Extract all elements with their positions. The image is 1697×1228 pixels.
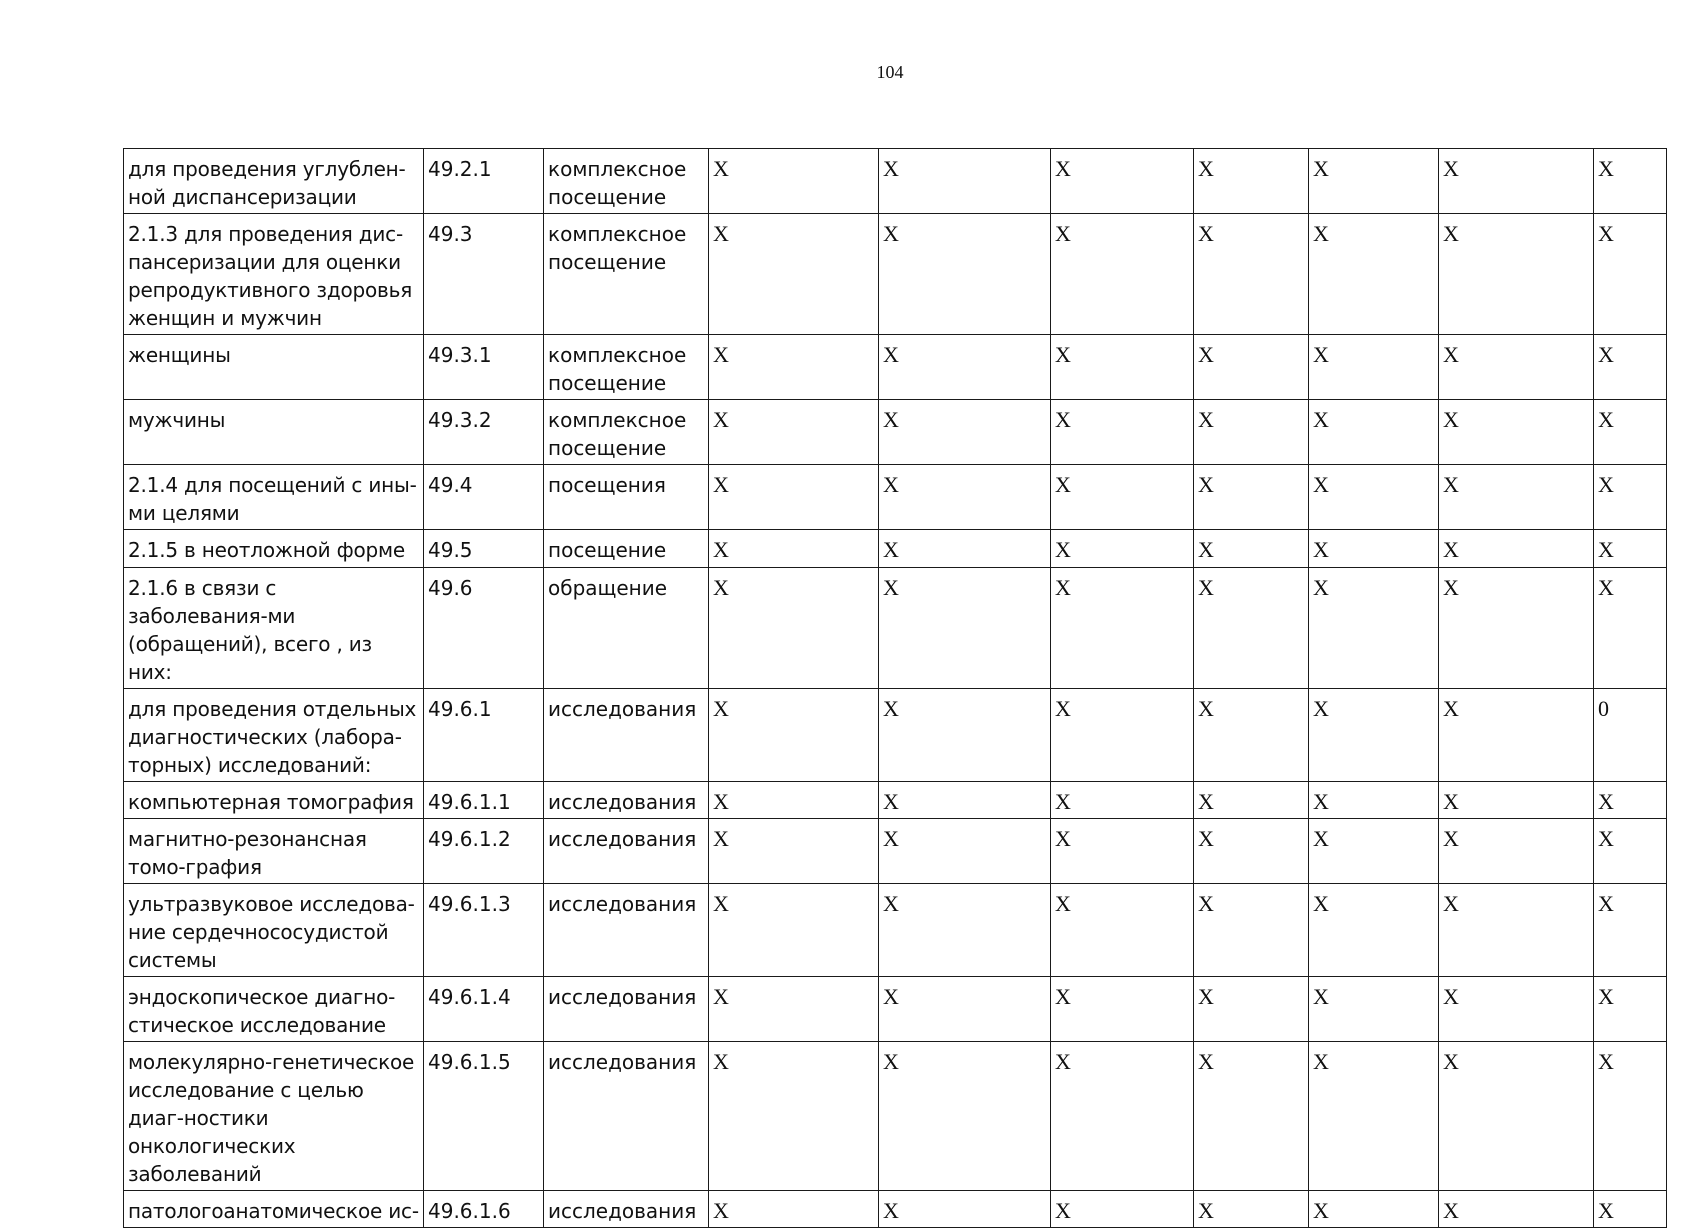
value-cell: 0 [1594, 689, 1667, 782]
value-cell: X [1309, 1191, 1439, 1228]
value-cell: X [1439, 149, 1594, 214]
value-cell: X [1194, 977, 1309, 1042]
row-name-cell: для проведения углублен-ной диспансеризации [124, 149, 424, 214]
row-name-cell: женщины [124, 335, 424, 400]
row-code-cell: 49.6.1 [424, 689, 544, 782]
value-cell: X [709, 465, 879, 530]
value-cell: X [1194, 568, 1309, 689]
value-cell: X [1194, 149, 1309, 214]
value-cell: X [879, 530, 1051, 568]
value-cell: X [1439, 530, 1594, 568]
row-unit-cell: исследования [544, 977, 709, 1042]
row-name-cell: мужчины [124, 400, 424, 465]
row-unit-cell: исследования [544, 689, 709, 782]
value-cell: X [1051, 465, 1194, 530]
value-cell: X [1594, 335, 1667, 400]
value-cell: X [879, 465, 1051, 530]
value-cell: X [1309, 335, 1439, 400]
row-unit-cell: исследования [544, 819, 709, 884]
data-table [123, 148, 1667, 1228]
value-cell: X [1594, 568, 1667, 689]
value-cell: X [1309, 530, 1439, 568]
table-row [124, 530, 1667, 568]
value-cell: X [879, 1191, 1051, 1228]
table-row [124, 465, 1667, 530]
value-cell: X [1051, 530, 1194, 568]
row-code-cell: 49.6.1.4 [424, 977, 544, 1042]
value-cell: X [709, 819, 879, 884]
value-cell: X [1439, 214, 1594, 335]
value-cell: X [1194, 335, 1309, 400]
value-cell: X [709, 149, 879, 214]
value-cell: X [1194, 689, 1309, 782]
value-cell: X [879, 884, 1051, 977]
value-cell: X [1194, 465, 1309, 530]
table-row [124, 689, 1667, 782]
value-cell: X [1309, 568, 1439, 689]
row-name-cell: компьютерная томография [124, 782, 424, 819]
value-cell: X [709, 1191, 879, 1228]
row-unit-cell: комплексное посещение [544, 214, 709, 335]
value-cell: X [1194, 884, 1309, 977]
value-cell: X [709, 1042, 879, 1191]
table-row [124, 149, 1667, 214]
value-cell: X [1051, 1042, 1194, 1191]
table-row [124, 782, 1667, 819]
table-row [124, 214, 1667, 335]
value-cell: X [709, 400, 879, 465]
value-cell: X [1194, 530, 1309, 568]
value-cell: X [1439, 782, 1594, 819]
value-cell: X [709, 884, 879, 977]
row-code-cell: 49.6.1.6 [424, 1191, 544, 1228]
value-cell: X [1594, 214, 1667, 335]
row-name-cell: эндоскопическое диагно-стическое исследование [124, 977, 424, 1042]
value-cell: X [1194, 214, 1309, 335]
row-unit-cell: комплексное посещение [544, 400, 709, 465]
row-name-cell: 2.1.3 для проведения дис-пансеризации для оценки репродуктивного здоровья женщин и мужчин [124, 214, 424, 335]
page-number: 104 [876, 62, 904, 82]
row-code-cell: 49.5 [424, 530, 544, 568]
value-cell: X [709, 335, 879, 400]
value-cell: X [1439, 689, 1594, 782]
row-code-cell: 49.6.1.5 [424, 1042, 544, 1191]
value-cell: X [1439, 884, 1594, 977]
table-row [124, 335, 1667, 400]
value-cell: X [1194, 400, 1309, 465]
value-cell: X [879, 1042, 1051, 1191]
row-name-cell: магнитно-резонансная томо-графия [124, 819, 424, 884]
value-cell: X [1439, 400, 1594, 465]
table-row [124, 819, 1667, 884]
row-unit-cell: комплексное посещение [544, 149, 709, 214]
value-cell: X [1051, 689, 1194, 782]
table-row [124, 884, 1667, 977]
value-cell: X [709, 782, 879, 819]
value-cell: X [1439, 819, 1594, 884]
value-cell: X [879, 782, 1051, 819]
row-code-cell: 49.6 [424, 568, 544, 689]
row-unit-cell: исследования [544, 884, 709, 977]
value-cell: X [1309, 884, 1439, 977]
value-cell: X [1309, 465, 1439, 530]
value-cell: X [1051, 149, 1194, 214]
row-unit-cell: обращение [544, 568, 709, 689]
value-cell: X [709, 977, 879, 1042]
row-unit-cell: исследования [544, 782, 709, 819]
value-cell: X [1051, 977, 1194, 1042]
value-cell: X [709, 214, 879, 335]
table-row [124, 1042, 1667, 1191]
value-cell: X [1194, 1191, 1309, 1228]
value-cell: X [1594, 465, 1667, 530]
row-name-cell: ультразвуковое исследова-ние сердечнососудистой системы [124, 884, 424, 977]
row-code-cell: 49.6.1.2 [424, 819, 544, 884]
row-code-cell: 49.6.1.1 [424, 782, 544, 819]
row-code-cell: 49.3 [424, 214, 544, 335]
value-cell: X [1309, 400, 1439, 465]
value-cell: X [1439, 465, 1594, 530]
value-cell: X [709, 568, 879, 689]
value-cell: X [1594, 400, 1667, 465]
row-code-cell: 49.4 [424, 465, 544, 530]
row-unit-cell: посещения [544, 465, 709, 530]
value-cell: X [1439, 977, 1594, 1042]
value-cell: X [879, 149, 1051, 214]
value-cell: X [1309, 782, 1439, 819]
value-cell: X [879, 214, 1051, 335]
row-name-cell: 2.1.6 в связи с заболевания-ми (обращений), всего , из них: [124, 568, 424, 689]
value-cell: X [879, 335, 1051, 400]
value-cell: X [1594, 1042, 1667, 1191]
row-code-cell: 49.3.2 [424, 400, 544, 465]
value-cell: X [1594, 819, 1667, 884]
value-cell: X [1594, 1191, 1667, 1228]
value-cell: X [1309, 1042, 1439, 1191]
value-cell: X [1194, 819, 1309, 884]
value-cell: X [1594, 530, 1667, 568]
row-name-cell: для проведения отдельных диагностических (лабора-торных) исследований: [124, 689, 424, 782]
table-row [124, 1191, 1667, 1228]
value-cell: X [879, 977, 1051, 1042]
value-cell: X [1594, 977, 1667, 1042]
row-name-cell: патологоанатомическое ис- [124, 1191, 424, 1228]
value-cell: X [1309, 819, 1439, 884]
row-unit-cell: посещение [544, 530, 709, 568]
table-row [124, 568, 1667, 689]
value-cell: X [879, 819, 1051, 884]
row-name-cell: 2.1.5 в неотложной форме [124, 530, 424, 568]
value-cell: X [1051, 400, 1194, 465]
value-cell: X [1309, 689, 1439, 782]
value-cell: X [1051, 568, 1194, 689]
value-cell: X [1439, 1191, 1594, 1228]
table-row [124, 977, 1667, 1042]
value-cell: X [1309, 214, 1439, 335]
value-cell: X [1051, 214, 1194, 335]
row-code-cell: 49.6.1.3 [424, 884, 544, 977]
value-cell: X [709, 530, 879, 568]
value-cell: X [1194, 1042, 1309, 1191]
value-cell: X [1309, 149, 1439, 214]
row-name-cell: молекулярно-генетическое исследование с целью диаг-ностики онкологических заболеваний [124, 1042, 424, 1191]
value-cell: X [1439, 1042, 1594, 1191]
value-cell: X [1051, 1191, 1194, 1228]
value-cell: X [709, 689, 879, 782]
value-cell: X [879, 689, 1051, 782]
value-cell: X [1051, 335, 1194, 400]
row-unit-cell: комплексное посещение [544, 335, 709, 400]
value-cell: X [1439, 568, 1594, 689]
row-code-cell: 49.3.1 [424, 335, 544, 400]
value-cell: X [879, 400, 1051, 465]
value-cell: X [1194, 782, 1309, 819]
value-cell: X [879, 568, 1051, 689]
value-cell: X [1594, 149, 1667, 214]
row-unit-cell: исследования [544, 1042, 709, 1191]
row-unit-cell: исследования [544, 1191, 709, 1228]
value-cell: X [1594, 782, 1667, 819]
value-cell: X [1051, 884, 1194, 977]
value-cell: X [1051, 819, 1194, 884]
value-cell: X [1051, 782, 1194, 819]
row-code-cell: 49.2.1 [424, 149, 544, 214]
table-row [124, 400, 1667, 465]
row-name-cell: 2.1.4 для посещений с ины-ми целями [124, 465, 424, 530]
value-cell: X [1594, 884, 1667, 977]
value-cell: X [1309, 977, 1439, 1042]
value-cell: X [1439, 335, 1594, 400]
